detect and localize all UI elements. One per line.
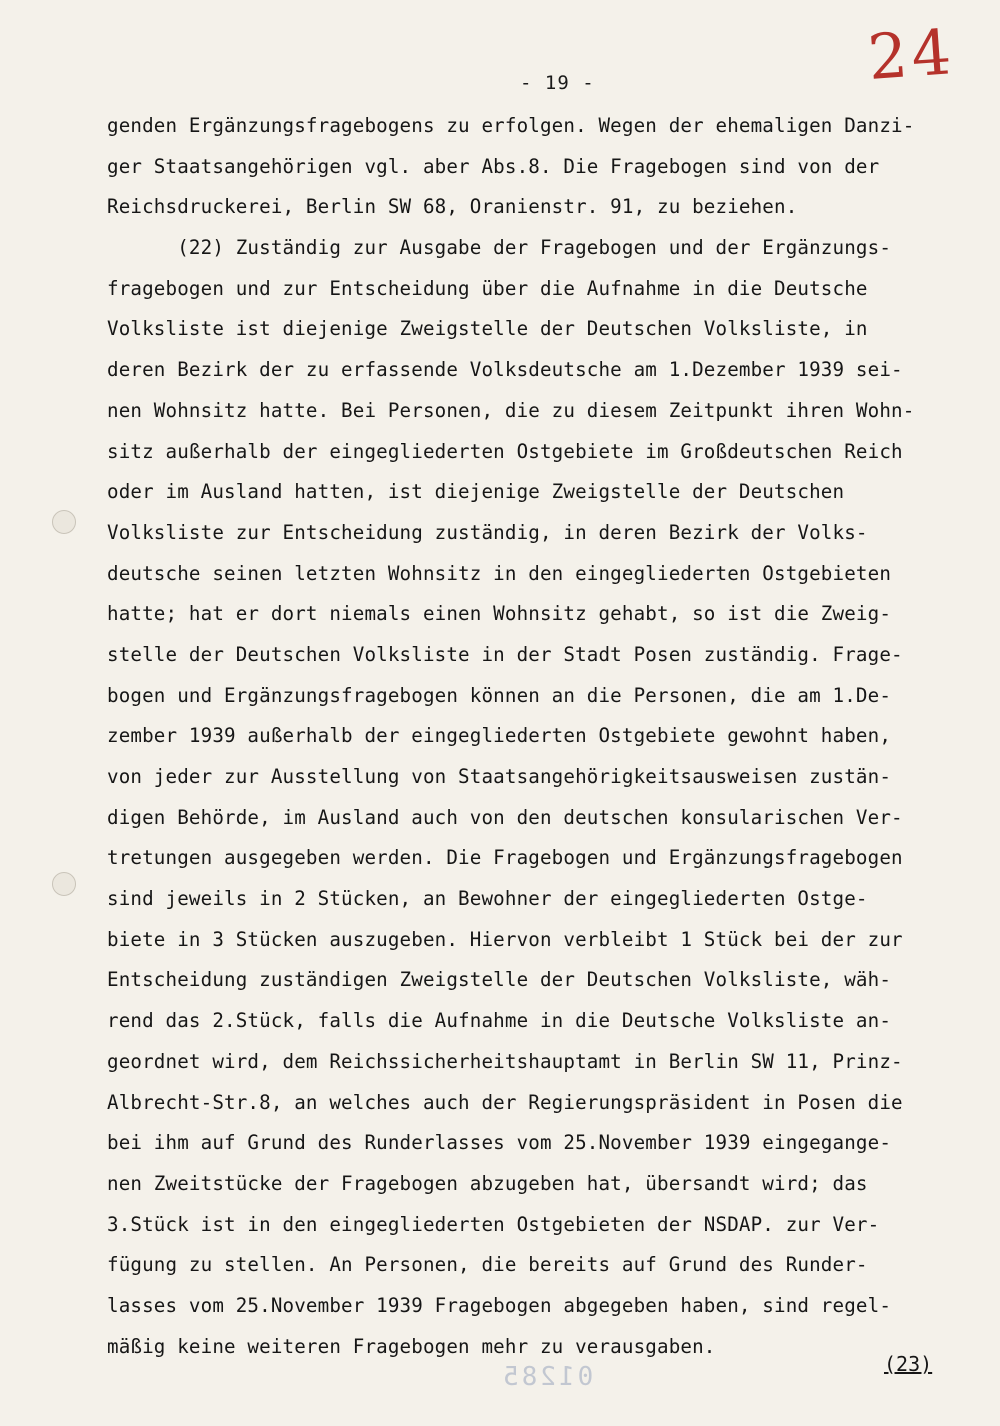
text-line: stelle der Deutschen Volksliste in der Stadt Posen zuständig. Frage- [107, 642, 903, 666]
text-line: Volksliste ist diejenige Zweigstelle der Deutschen Volksliste, in [107, 317, 868, 341]
text-line: sitz außerhalb der eingegliederten Ostgebiete im Großdeutschen Reich [107, 439, 903, 463]
ghost-stamp: 01285 [500, 1362, 594, 1392]
punch-hole-icon [52, 510, 76, 534]
text-line: Volksliste zur Entscheidung zuständig, in deren Bezirk der Volks- [107, 520, 868, 544]
text-line: bogen und Ergänzungsfragebogen können an die Personen, die am 1.De- [107, 683, 892, 707]
body-text [107, 106, 967, 1367]
text-line: Entscheidung zuständigen Zweigstelle der Deutschen Volksliste, wäh- [107, 968, 892, 992]
text-line: deren Bezirk der zu erfassende Volksdeutsche am 1.Dezember 1939 sei- [107, 358, 903, 382]
text-line: hatte; hat er dort niemals einen Wohnsitz gehabt, so ist die Zweig- [107, 602, 892, 626]
text-line: nen Zweitstücke der Fragebogen abzugeben hat, übersandt wird; das [107, 1171, 868, 1195]
text-line: digen Behörde, im Ausland auch von den deutschen konsularischen Ver- [107, 805, 903, 829]
text-line: geordnet wird, dem Reichssicherheitshauptamt in Berlin SW 11, Prinz- [107, 1049, 903, 1073]
text-line: tretungen ausgegeben werden. Die Fragebogen und Ergänzungsfragebogen [107, 846, 903, 870]
text-line: mäßig keine weiteren Fragebogen mehr zu verausgaben. [107, 1334, 716, 1358]
text-line: oder im Ausland hatten, ist diejenige Zweigstelle der Deutschen [107, 480, 845, 504]
text-line: genden Ergänzungsfragebogens zu erfolgen. Wegen der ehemaligen Danzi- [107, 114, 915, 137]
text-line: fragebogen und zur Entscheidung über die Aufnahme in die Deutsche [107, 276, 868, 300]
text-line: 3.Stück ist in den eingegliederten Ostgebieten der NSDAP. zur Ver- [107, 1212, 880, 1236]
text-line: fügung zu stellen. An Personen, die bereits auf Grund des Runder- [107, 1253, 868, 1277]
archive-number: 24 [865, 15, 958, 94]
page-number: - 19 - [520, 72, 595, 94]
footer-reference: (23) [884, 1352, 933, 1376]
punch-hole-icon [52, 872, 76, 896]
text-line: deutsche seinen letzten Wohnsitz in den eingegliederten Ostgebieten [107, 561, 892, 585]
text-line: rend das 2.Stück, falls die Aufnahme in die Deutsche Volksliste an- [107, 1009, 892, 1033]
text-line: ger Staatsangehörigen vgl. aber Abs.8. Die Fragebogen sind von der [107, 154, 880, 178]
text-line: Albrecht-Str.8, an welches auch der Regierungspräsident in Posen die [107, 1090, 903, 1114]
text-line: lasses vom 25.November 1939 Fragebogen abgegeben haben, sind regel- [107, 1293, 892, 1317]
text-line: Reichsdruckerei, Berlin SW 68, Oranienstr. 91, zu beziehen. [107, 195, 798, 219]
text-line: (22) Zuständig zur Ausgabe der Fragebogen und der Ergänzungs- [107, 236, 892, 260]
text-line: zember 1939 außerhalb der eingegliederten Ostgebiete gewohnt haben, [107, 724, 892, 748]
text-line: sind jeweils in 2 Stücken, an Bewohner der eingegliederten Ostge- [107, 887, 868, 911]
text-line: nen Wohnsitz hatte. Bei Personen, die zu diesem Zeitpunkt ihren Wohn- [107, 398, 915, 422]
text-line: bei ihm auf Grund des Runderlasses vom 25.November 1939 eingegange- [107, 1131, 892, 1155]
text-line: biete in 3 Stücken auszugeben. Hiervon verbleibt 1 Stück bei der zur [107, 927, 903, 951]
text-line: von jeder zur Ausstellung von Staatsangehörigkeitsausweisen zustän- [107, 765, 892, 788]
